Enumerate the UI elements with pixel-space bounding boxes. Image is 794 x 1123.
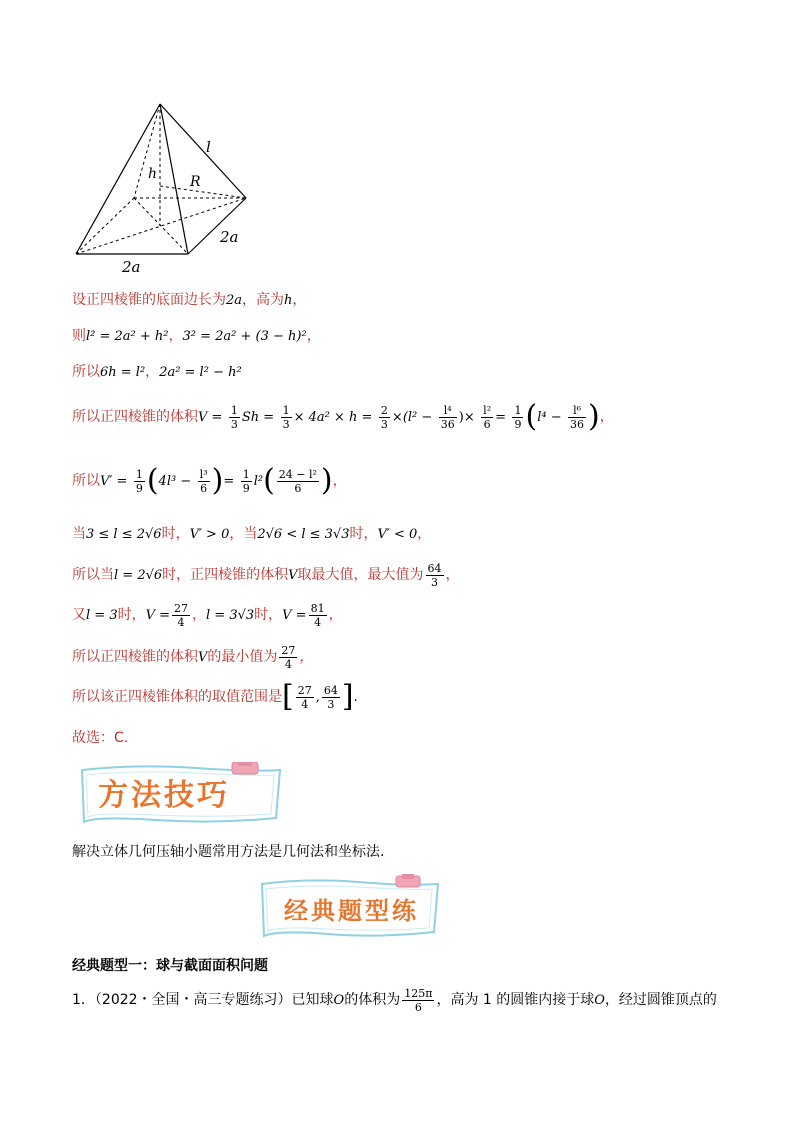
solution-line-3: 所以6h = l²，2a² = l² − h² (72, 364, 242, 380)
fraction: $\frac{1}{9}$ (135, 467, 143, 495)
fraction: $\frac{81}{4}$ (310, 601, 325, 629)
label-2a-bottom: 2a (122, 258, 141, 276)
solution-line-2: 则l² = 2a² + h²，3² = 2a² + (3 − h)²， (72, 328, 321, 344)
pyramid-figure (70, 96, 270, 276)
fraction: $\frac{\text{24 − l²}}{6}$ (278, 467, 317, 495)
fraction: $\frac{1}{3}$ (230, 403, 238, 431)
fraction: $\frac{27}{4}$ (174, 601, 189, 629)
fraction: $\frac{1}{3}$ (282, 403, 290, 431)
solution-line-8: 又l = 3时，V = $\frac{27}{4}$ ，l = 3√3时，V = $\frac{81}{4}$ ， (72, 601, 343, 629)
fraction: $\frac{\text{l⁴}}{36}$ (440, 403, 455, 431)
solution-line-1: 设正四棱锥的底面边长为2a，高为h， (72, 292, 307, 308)
solution-line-10: 所以该正四棱锥体积的取值范围是[ $\frac{27}{4}$ , $\frac{64}{3}$ ]. (72, 679, 358, 714)
fraction: $\frac{\text{l⁶}}{36}$ (570, 403, 585, 431)
fraction: $\frac{1}{9}$ (242, 467, 250, 495)
solution-line-7: 所以当l = 2√6时，正四棱锥的体积V取最大值，最大值为 $\frac{64}{3}$ ， (72, 561, 460, 589)
fraction: $\frac{\text{l²}}{6}$ (483, 403, 492, 431)
solution-line-9: 所以正四棱锥的体积V的最小值为 $\frac{27}{4}$ ， (72, 643, 314, 671)
label-h: h (148, 166, 158, 182)
fraction: $\frac{27}{4}$ (297, 683, 312, 711)
solution-line-5: 所以V′ = $\frac{1}{9}$ (4l³ − $\frac{\text{l³}}{6}$ )= $\frac{1}{9}$ l²( $\frac{\text{24 − l²}}{6}$ )， (72, 463, 347, 498)
problem-1: 1．（2022・全国・高三专题练习）已知球O的体积为 $\frac{125\pi}{6}$ ，高为 1 的圆锥内接于球O，经过圆锥顶点的 (72, 986, 717, 1014)
method-text: 解决立体几何压轴小题常用方法是几何法和坐标法. (72, 844, 385, 860)
fraction: $\frac{\text{l³}}{6}$ (199, 467, 208, 495)
section-heading: 经典题型一：球与截面面积问题 (72, 958, 268, 974)
solution-line-11: 故选：C. (72, 730, 129, 746)
fraction: $\frac{125\pi}{6}$ (404, 986, 433, 1014)
practice-banner (258, 874, 442, 940)
fraction: $\frac{27}{4}$ (281, 643, 296, 671)
fraction: $\frac{1}{9}$ (514, 403, 522, 431)
label-R: R (190, 174, 201, 190)
fraction: $\frac{2}{3}$ (380, 403, 388, 431)
label-2a-right: 2a (220, 228, 239, 246)
method-banner-title: 方法技巧 (98, 778, 230, 813)
practice-banner-title: 经典题型练 (284, 896, 419, 925)
label-l: l (206, 138, 211, 156)
fraction: $\frac{64}{3}$ (427, 561, 442, 589)
method-banner (76, 762, 286, 828)
solution-line-4: 所以正四棱锥的体积V = $\frac{1}{3}$ Sh = $\frac{1}{3}$ × 4a² × h = $\frac{2}{3}$ ×(l² − $\frac{\text{l⁴}}{36}$ )× $\frac{\text{l²}}{6}$ = $\frac{1}{9}$ (l⁴ − $\frac{\text{l⁶}}{36}$ )， (72, 399, 614, 434)
fraction: $\frac{64}{3}$ (323, 683, 338, 711)
solution-line-6: 当3 ≤ l ≤ 2√6时，V′ > 0，当2√6 < l ≤ 3√3时，V′ < 0， (72, 526, 432, 542)
